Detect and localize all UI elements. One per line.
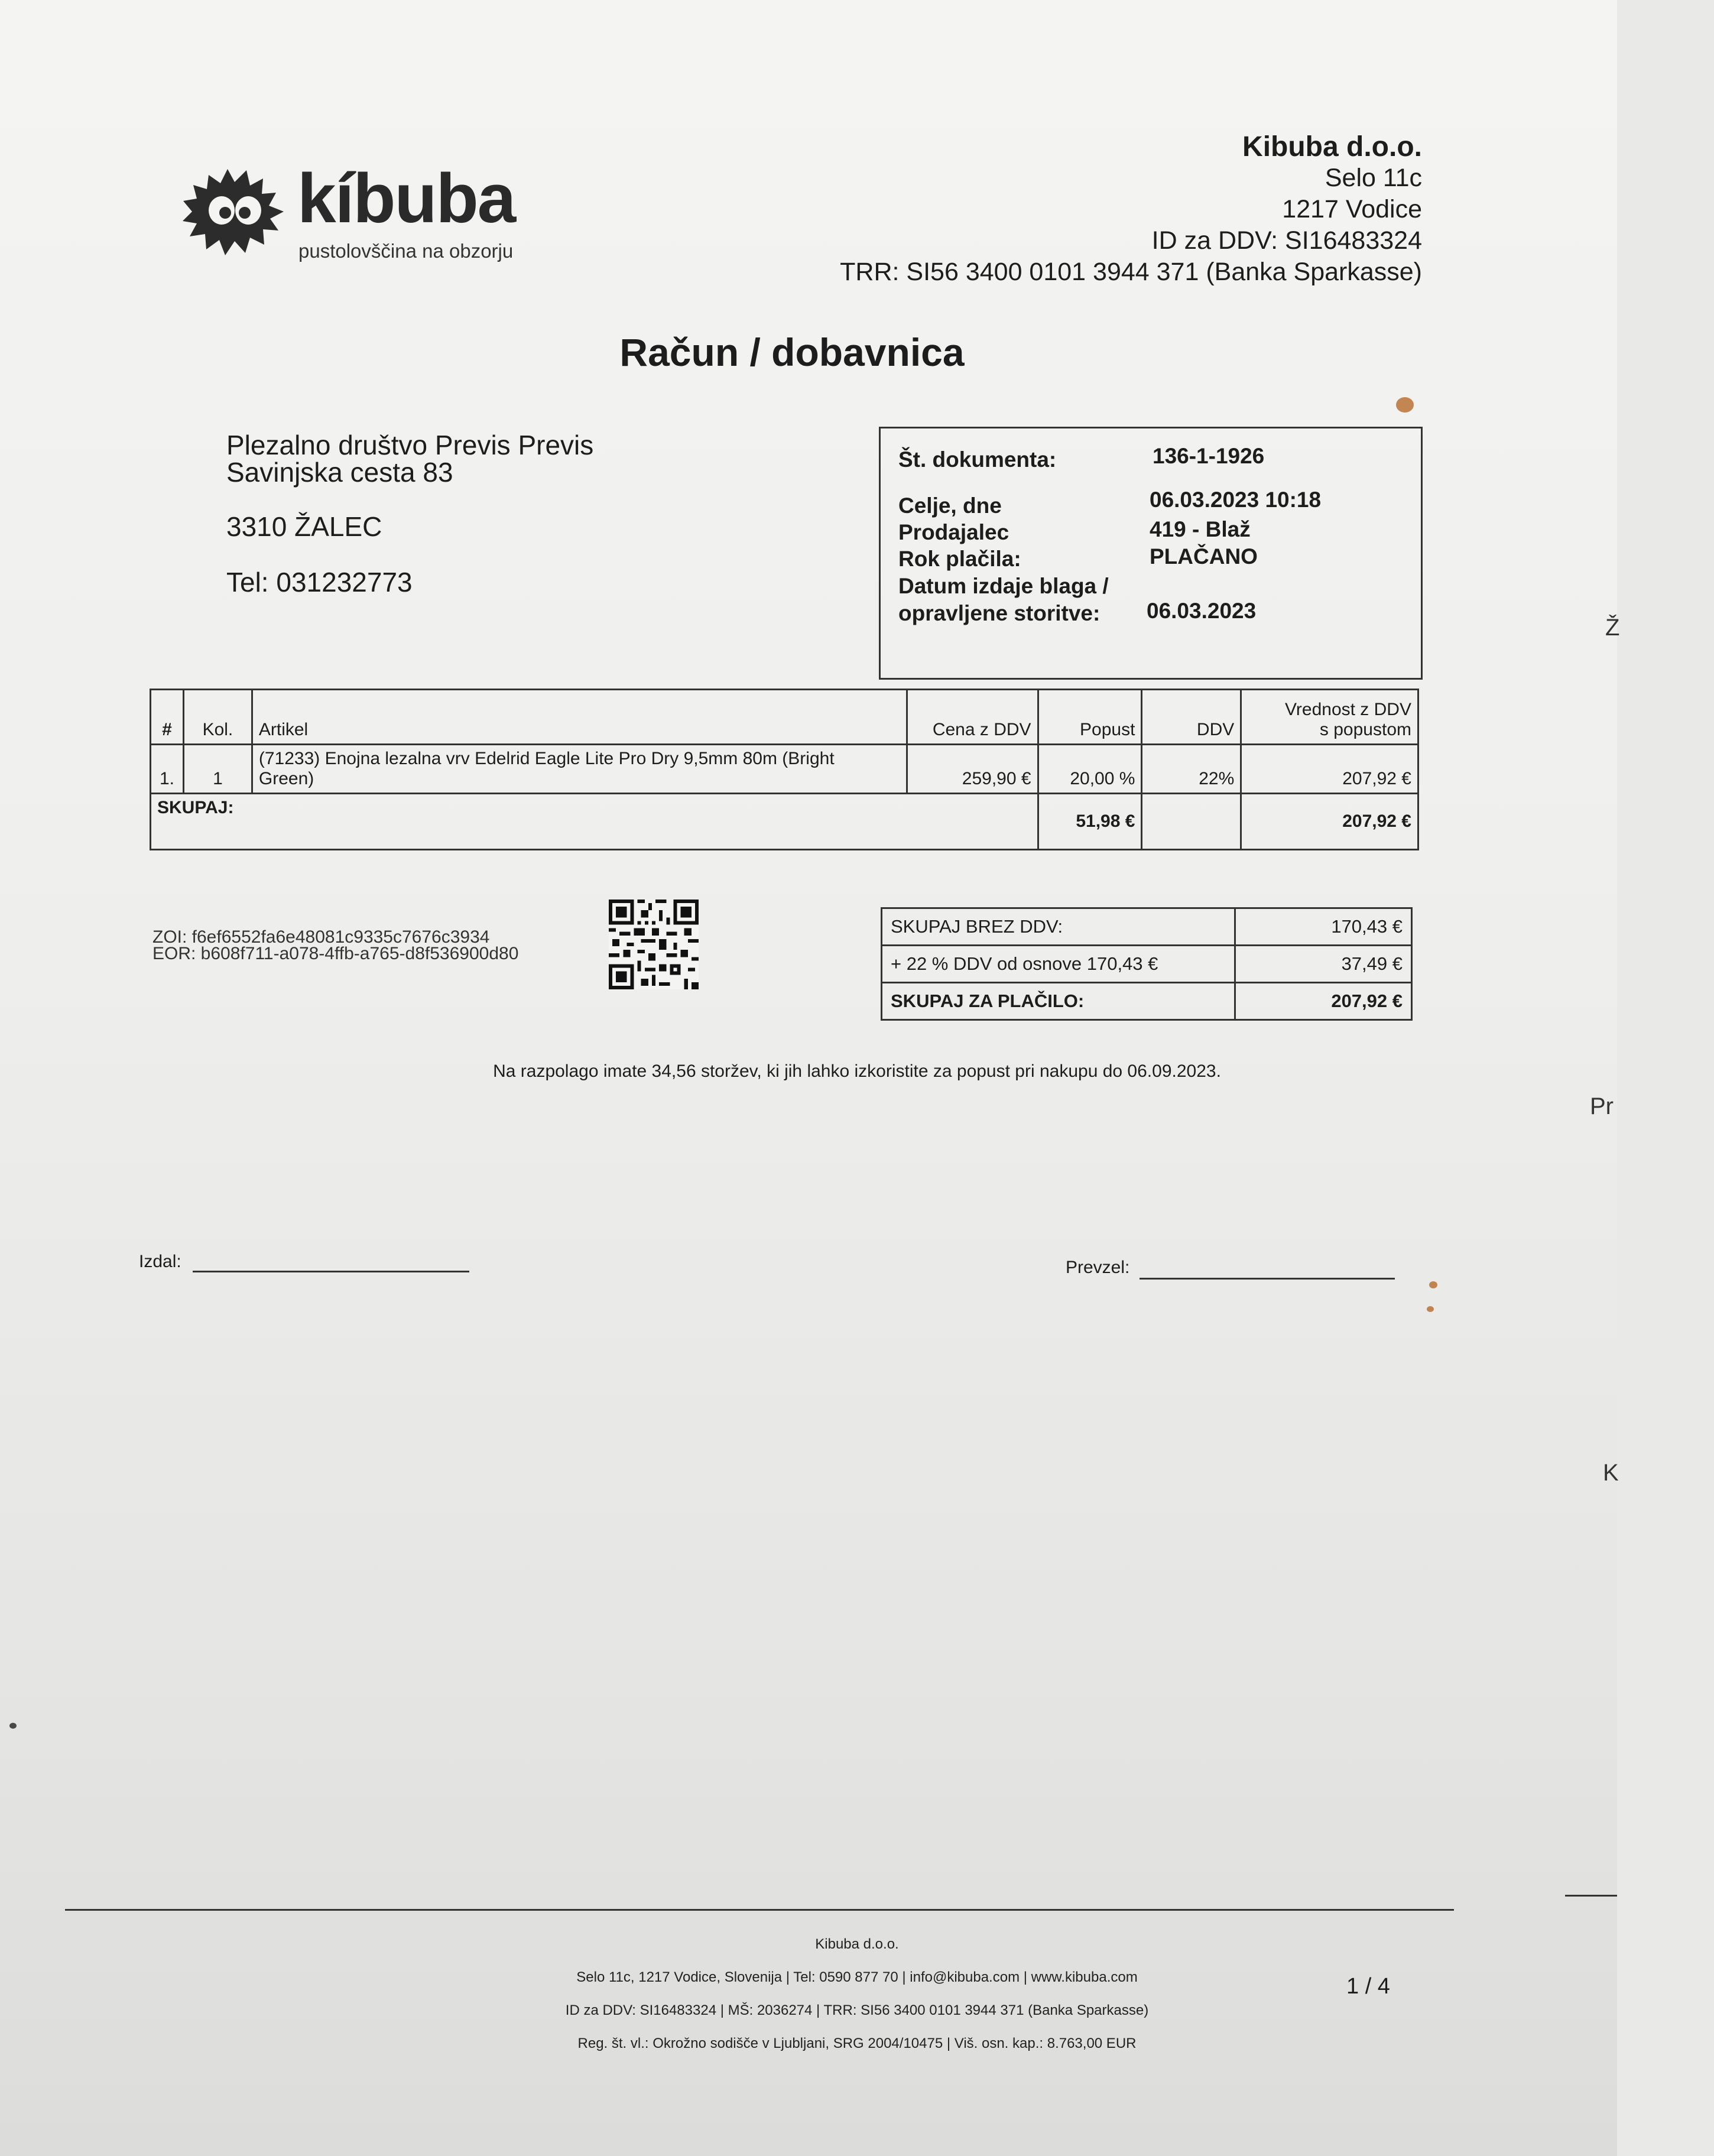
company-vat-id: ID za DDV: SI16483324 bbox=[1151, 226, 1422, 255]
margin-fragment: Pr bbox=[1590, 1093, 1614, 1119]
row-num: 1. bbox=[151, 745, 184, 794]
sum-value: 207,92 € bbox=[1241, 794, 1418, 850]
header-article: Artikel bbox=[252, 690, 907, 745]
header-num: # bbox=[151, 690, 184, 745]
buyer-street: Savinjska cesta 83 bbox=[226, 457, 453, 488]
sum-vat-empty bbox=[1142, 794, 1241, 850]
items-table bbox=[150, 689, 1419, 850]
total-net-label: SKUPAJ BREZ DDV: bbox=[882, 908, 1235, 946]
zoi-code: ZOI: f6ef6552fa6e48081c9335c7676c3934 bbox=[152, 927, 490, 947]
header-value-line-1: Vrednost z DDV bbox=[1285, 700, 1411, 719]
row-vat: 22% bbox=[1142, 745, 1241, 794]
table-row bbox=[151, 745, 1418, 794]
place-date-label: Celje, dne bbox=[898, 493, 1002, 518]
row-article-line-2: Green) bbox=[258, 769, 314, 788]
qr-code-icon bbox=[609, 900, 699, 989]
company-street: Selo 11c bbox=[1325, 164, 1422, 192]
stain-mark bbox=[1396, 397, 1414, 413]
buyer-postal-city: 3310 ŽALEC bbox=[226, 511, 382, 542]
company-city: 1217 Vodice bbox=[1282, 195, 1422, 223]
company-address bbox=[840, 131, 1422, 288]
row-article-line-1: (71233) Enojna lezalna vrv Edelrid Eagle Lite Pro Dry 9,5mm 80m (Bright bbox=[258, 749, 835, 768]
sum-label: SKUPAJ: bbox=[151, 794, 1038, 850]
company-name: Kibuba d.o.o. bbox=[1242, 131, 1422, 163]
totals-row bbox=[882, 983, 1412, 1020]
stain-mark bbox=[1429, 1281, 1437, 1288]
total-vat-label: + 22 % DDV od osnove 170,43 € bbox=[882, 946, 1235, 983]
due-label: Rok plačila: bbox=[898, 547, 1021, 571]
header-value bbox=[1241, 690, 1418, 745]
row-discount: 20,00 % bbox=[1038, 745, 1142, 794]
page-footer bbox=[0, 1928, 1714, 2060]
items-header-row bbox=[151, 690, 1418, 745]
seller-label: Prodajalec bbox=[898, 520, 1009, 544]
monster-logo-icon bbox=[180, 164, 290, 259]
company-trr: TRR: SI56 3400 0101 3944 371 (Banka Sparkasse) bbox=[840, 258, 1422, 286]
totals-table bbox=[881, 907, 1413, 1021]
total-payable-value: 207,92 € bbox=[1235, 983, 1411, 1020]
issue-date-label-2: opravljene storitve: bbox=[898, 601, 1101, 625]
issued-by-label: Izdal: bbox=[139, 1252, 181, 1271]
document-title: Račun / dobavnica bbox=[619, 330, 965, 374]
row-article bbox=[252, 745, 907, 794]
due-status: PLAČANO bbox=[1150, 544, 1258, 569]
header-value-line-2: s popustom bbox=[1319, 720, 1411, 739]
loyalty-note: Na razpolago imate 34,56 storžev, ki jih lahko izkoristite za popust pri nakupu do 06.09.2023. bbox=[493, 1061, 1221, 1081]
footer-contact: Selo 11c, 1217 Vodice, Slovenija | Tel: 0590 877 70 | info@kibuba.com | www.kibuba.com bbox=[576, 1969, 1138, 1985]
ink-dot bbox=[9, 1723, 17, 1729]
footer-tax: ID za DDV: SI16483324 | MŠ: 2036274 | TRR: SI56 3400 0101 3944 371 (Banka Sparkasse) bbox=[565, 2002, 1149, 2018]
footer-registration: Reg. št. vl.: Okrožno sodišče v Ljubljani, SRG 2004/10475 | Viš. osn. kap.: 8.763,00 EUR bbox=[577, 2035, 1137, 2051]
issued-by-line bbox=[193, 1271, 469, 1272]
margin-fragment: Ž bbox=[1605, 615, 1620, 641]
received-by-line bbox=[1140, 1278, 1395, 1280]
total-net-value: 170,43 € bbox=[1235, 908, 1411, 946]
total-payable-label: SKUPAJ ZA PLAČILO: bbox=[882, 983, 1235, 1020]
header-discount: Popust bbox=[1038, 690, 1142, 745]
doc-number-label: Št. dokumenta: bbox=[898, 447, 1057, 472]
eor-code: EOR: b608f711-a078-4ffb-a765-d8f536900d80 bbox=[152, 944, 519, 963]
row-value: 207,92 € bbox=[1241, 745, 1418, 794]
logo-tagline: pustolovščina na obzorju bbox=[298, 240, 514, 262]
margin-line bbox=[1565, 1895, 1617, 1897]
header-vat: DDV bbox=[1142, 690, 1241, 745]
buyer-name: Plezalno društvo Previs Previs bbox=[226, 430, 594, 460]
totals-row bbox=[882, 946, 1412, 983]
stain-mark bbox=[1427, 1306, 1434, 1312]
received-by-label: Prevzel: bbox=[1066, 1258, 1130, 1277]
issue-date: 06.03.2023 bbox=[1147, 599, 1257, 623]
total-vat-value: 37,49 € bbox=[1235, 946, 1411, 983]
issue-date-label-1: Datum izdaje blaga / bbox=[898, 574, 1109, 598]
buyer-phone: Tel: 031232773 bbox=[226, 567, 413, 598]
sum-row bbox=[151, 794, 1418, 850]
seller: 419 - Blaž bbox=[1150, 517, 1251, 541]
place-date: 06.03.2023 10:18 bbox=[1150, 488, 1322, 512]
row-qty: 1 bbox=[183, 745, 252, 794]
header-price: Cena z DDV bbox=[907, 690, 1038, 745]
doc-number: 136-1-1926 bbox=[1153, 444, 1265, 468]
totals-row bbox=[882, 908, 1412, 946]
margin-fragment: K bbox=[1603, 1460, 1619, 1486]
sum-discount: 51,98 € bbox=[1038, 794, 1142, 850]
footer-company: Kibuba d.o.o. bbox=[815, 1936, 899, 1952]
header-qty: Kol. bbox=[183, 690, 252, 745]
logo-wordmark: kíbuba bbox=[297, 160, 515, 238]
footer-divider bbox=[65, 1909, 1454, 1911]
row-price: 259,90 € bbox=[907, 745, 1038, 794]
fiscal-codes bbox=[152, 929, 518, 962]
buyer-address bbox=[226, 431, 593, 596]
document-info-box bbox=[879, 427, 1423, 680]
page-number: 1 / 4 bbox=[1346, 1974, 1390, 1999]
